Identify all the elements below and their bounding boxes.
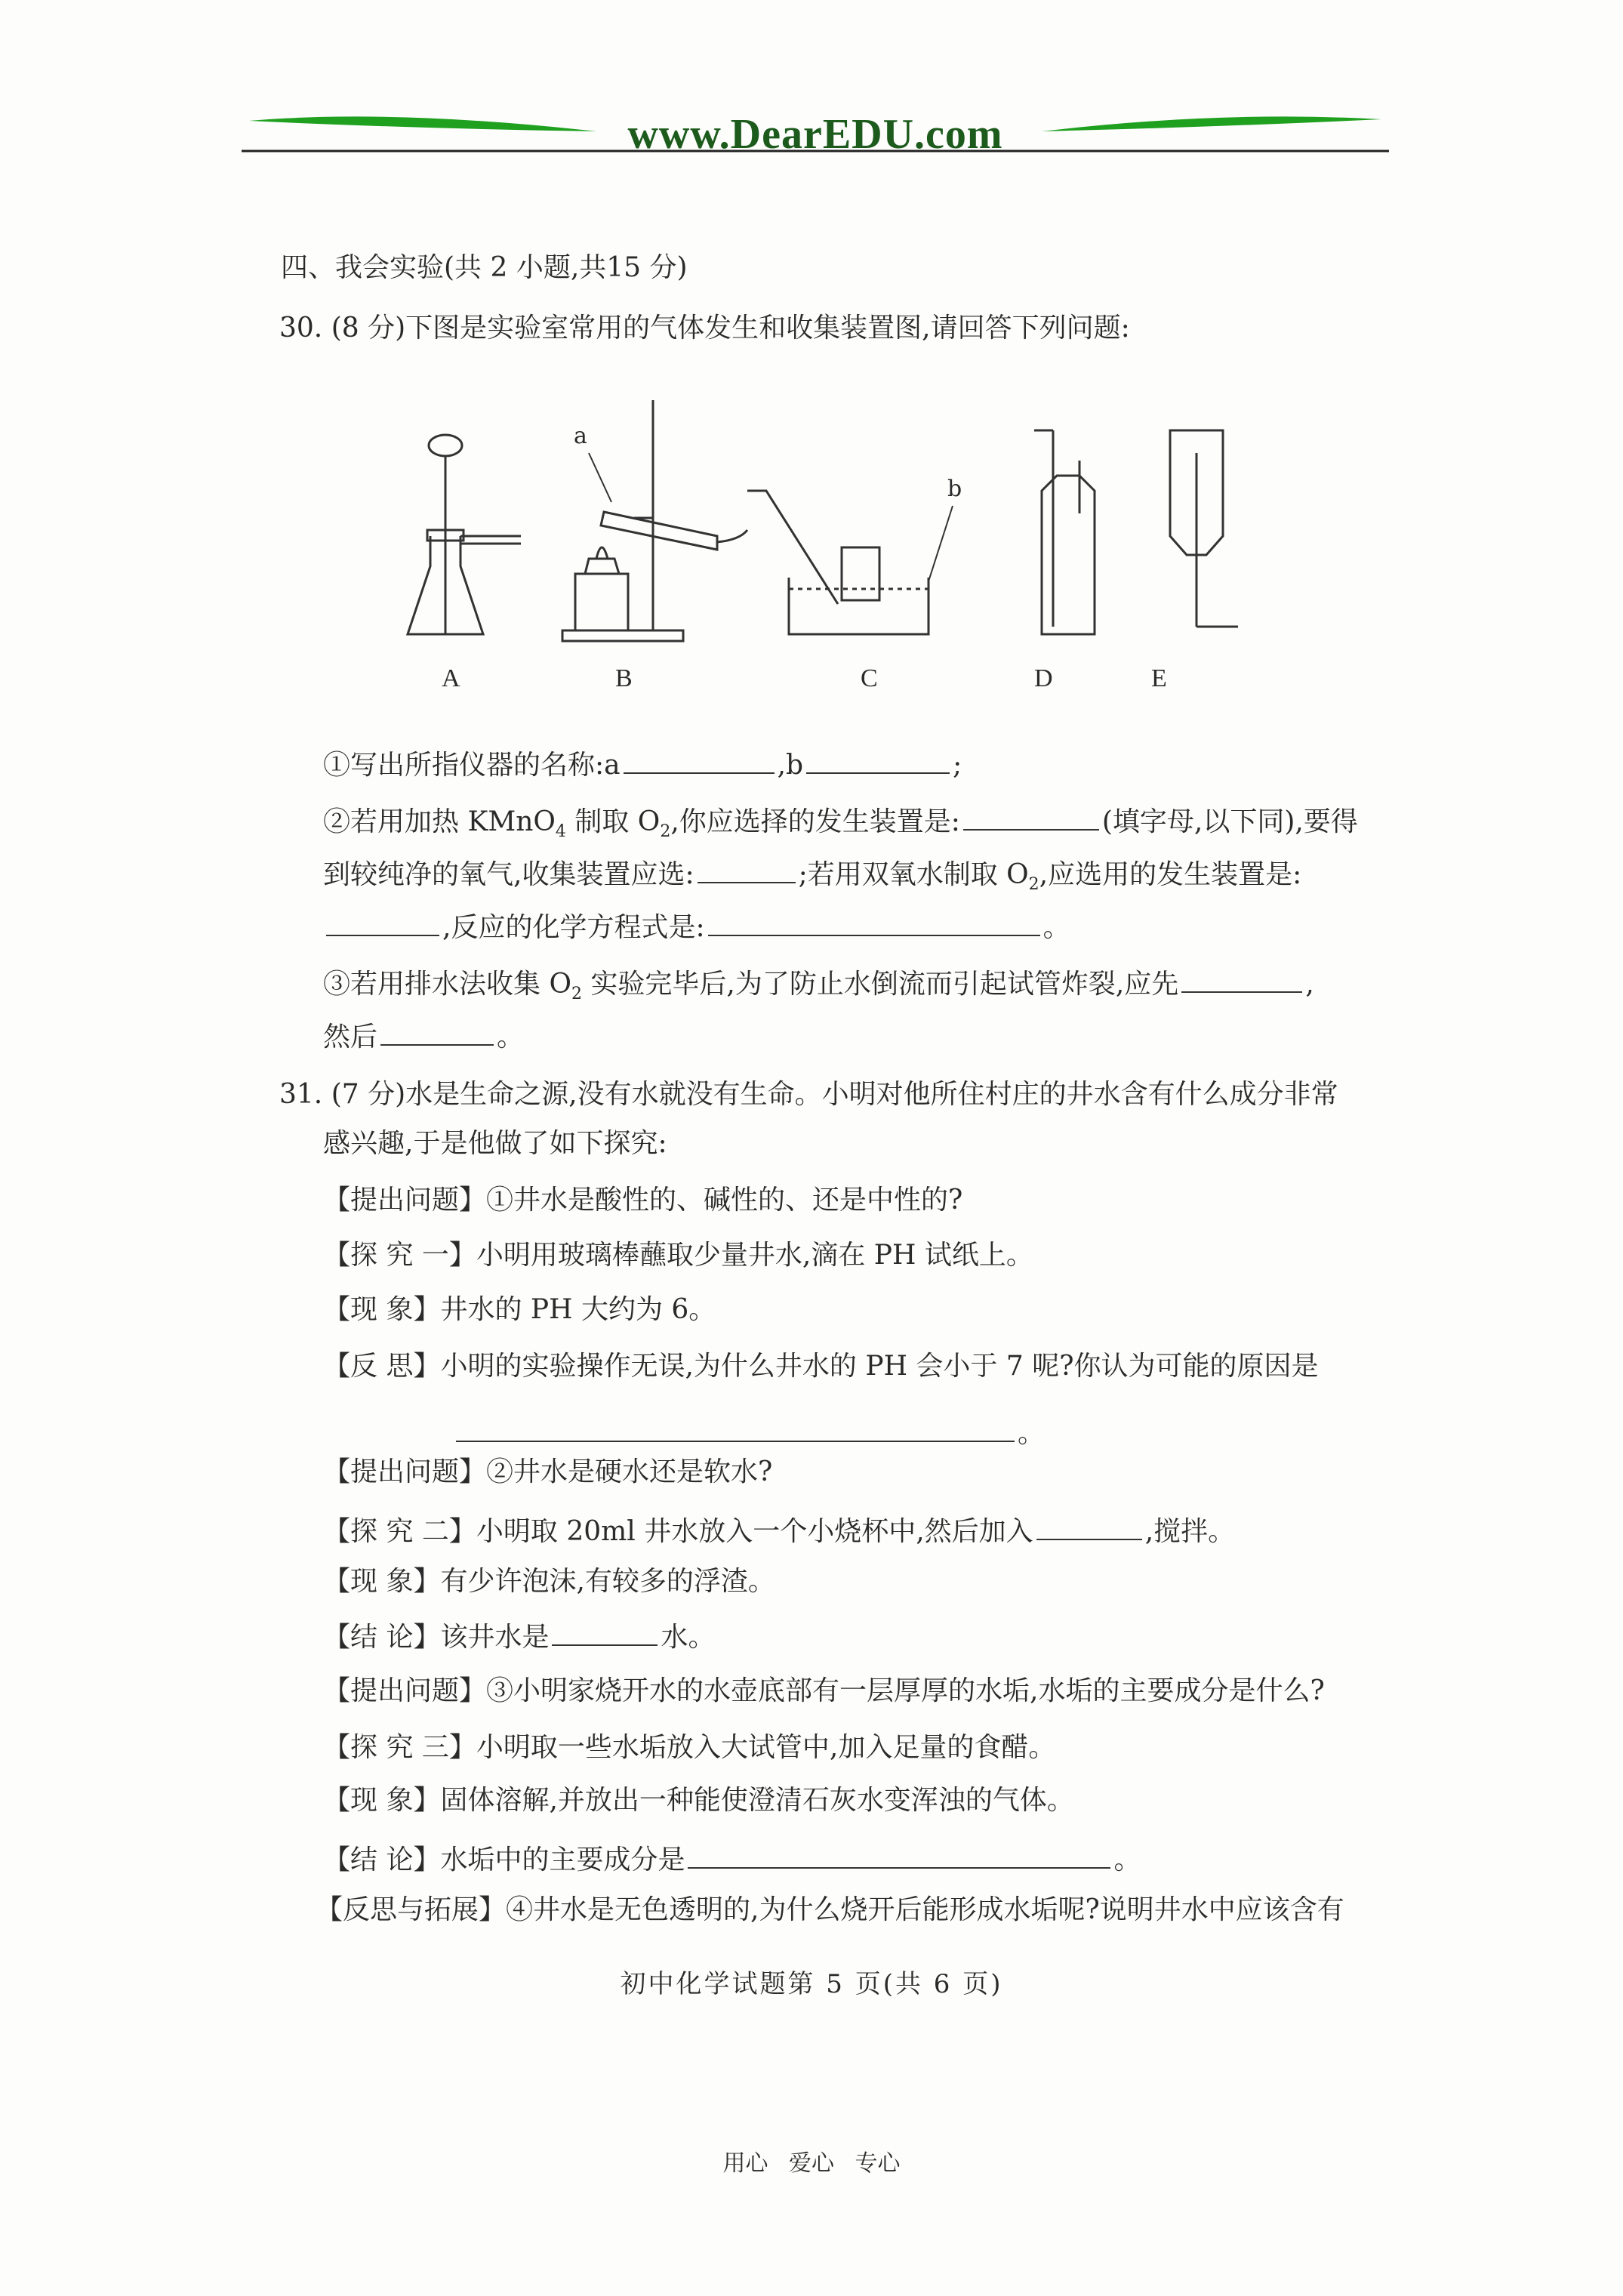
blank-a[interactable]	[624, 744, 775, 774]
blank-scale-component[interactable]	[688, 1838, 1110, 1869]
q30-part2-line1: ②若用加热 KMnO$_4$ 制取 $O_2$,你应选择的发生装置是: (填字母,以下同),要得	[323, 800, 1395, 851]
apparatus-d-icon	[1034, 430, 1095, 634]
q30-part2-line3: ,反应的化学方程式是: 。	[323, 906, 1395, 947]
figure-label-b: B	[615, 664, 633, 692]
footer-motto: 用心 爱心 专心	[722, 2150, 901, 2177]
blank-reason[interactable]	[456, 1412, 1015, 1442]
blank-h2o2-generator[interactable]	[326, 906, 439, 936]
q30-intro: 30. (8 分)下图是实验室常用的气体发生和收集装置图,请回答下列问题:	[279, 313, 1130, 344]
blank-reagent[interactable]	[1036, 1510, 1142, 1540]
figure-label-c: C	[861, 664, 878, 692]
page-number: 初中化学试题第 5 页(共 6 页)	[620, 1969, 1003, 1999]
blank-generator[interactable]	[963, 800, 1099, 831]
blank-water-type[interactable]	[552, 1616, 658, 1646]
q30-part1: ①写出所指仪器的名称:a ,b ;	[323, 744, 1395, 784]
q31-line-4: 【反 思】小明的实验操作无误,为什么井水的 PH 会小于 7 呢?你认为可能的原因是	[323, 1351, 1319, 1382]
section-title: 四、我会实验(共 2 小题,共15 分)	[281, 252, 688, 283]
blank-equation[interactable]	[708, 906, 1040, 936]
q31-line-14: 【反思与拓展】④井水是无色透明的,为什么烧开后能形成水垢呢?说明井水中应该含有	[316, 1894, 1344, 1925]
figure-label-a: A	[442, 664, 460, 692]
pointer-b-label: b	[947, 476, 962, 502]
q31-line-13: 【结 论】水垢中的主要成分是 。	[323, 1838, 1395, 1879]
q31-line-7: 【探 究 二】小明取 20ml 井水放入一个小烧杯中,然后加入 ,搅拌。	[323, 1510, 1395, 1551]
blank-first-step[interactable]	[1181, 963, 1302, 993]
blank-collector[interactable]	[698, 853, 796, 883]
figure-label-d: D	[1034, 664, 1053, 692]
apparatus-b-icon	[562, 400, 747, 641]
site-logo-text: www.DearEDU.com	[627, 111, 1003, 158]
blank-b[interactable]	[806, 744, 950, 774]
apparatus-figure	[377, 385, 1253, 710]
apparatus-a-icon	[408, 435, 521, 634]
q31-line-12: 【现 象】固体溶解,并放出一种能使澄清石灰水变浑浊的气体。	[323, 1785, 1074, 1816]
q30-part3-line1: ③若用排水法收集 $O_2$ 实验完毕后,为了防止水倒流而引起试管炸裂,应先 ,	[323, 963, 1395, 1013]
q31-line-5: 。	[453, 1412, 1525, 1453]
q31-intro-1: 31. (7 分)水是生命之源,没有水就没有生命。小明对他所住村庄的井水含有什么成分非常	[279, 1079, 1338, 1110]
q31-line-2: 【探 究 一】小明用玻璃棒蘸取少量井水,滴在 PH 试纸上。	[323, 1240, 1033, 1271]
q31-line-1: 【提出问题】①井水是酸性的、碱性的、还是中性的?	[323, 1185, 963, 1216]
q31-line-11: 【探 究 三】小明取一些水垢放入大试管中,加入足量的食醋。	[323, 1732, 1056, 1763]
q31-line-10: 【提出问题】③小明家烧开水的水壶底部有一层厚厚的水垢,水垢的主要成分是什么?	[323, 1675, 1325, 1706]
q31-line-3: 【现 象】井水的 PH 大约为 6。	[323, 1294, 716, 1325]
q31-line-8: 【现 象】有少许泡沫,有较多的浮渣。	[323, 1566, 775, 1597]
page-header	[242, 106, 1389, 166]
blank-then-step[interactable]	[380, 1015, 494, 1046]
apparatus-e-icon	[1170, 430, 1238, 627]
apparatus-c-icon	[747, 491, 953, 634]
q30-part2-line2: 到较纯净的氧气,收集装置应选: ;若用双氧水制取 $O_2$,应选用的发生装置是:	[323, 853, 1395, 904]
pointer-a-label: a	[574, 423, 587, 449]
figure-label-e: E	[1151, 664, 1167, 692]
q31-line-6: 【提出问题】②井水是硬水还是软水?	[323, 1456, 773, 1487]
q30-part3-line2: 然后 。	[323, 1015, 1395, 1056]
q31-line-9: 【结 论】该井水是 水。	[323, 1616, 1395, 1657]
q31-intro-2: 感兴趣,于是他做了如下探究:	[323, 1128, 667, 1159]
